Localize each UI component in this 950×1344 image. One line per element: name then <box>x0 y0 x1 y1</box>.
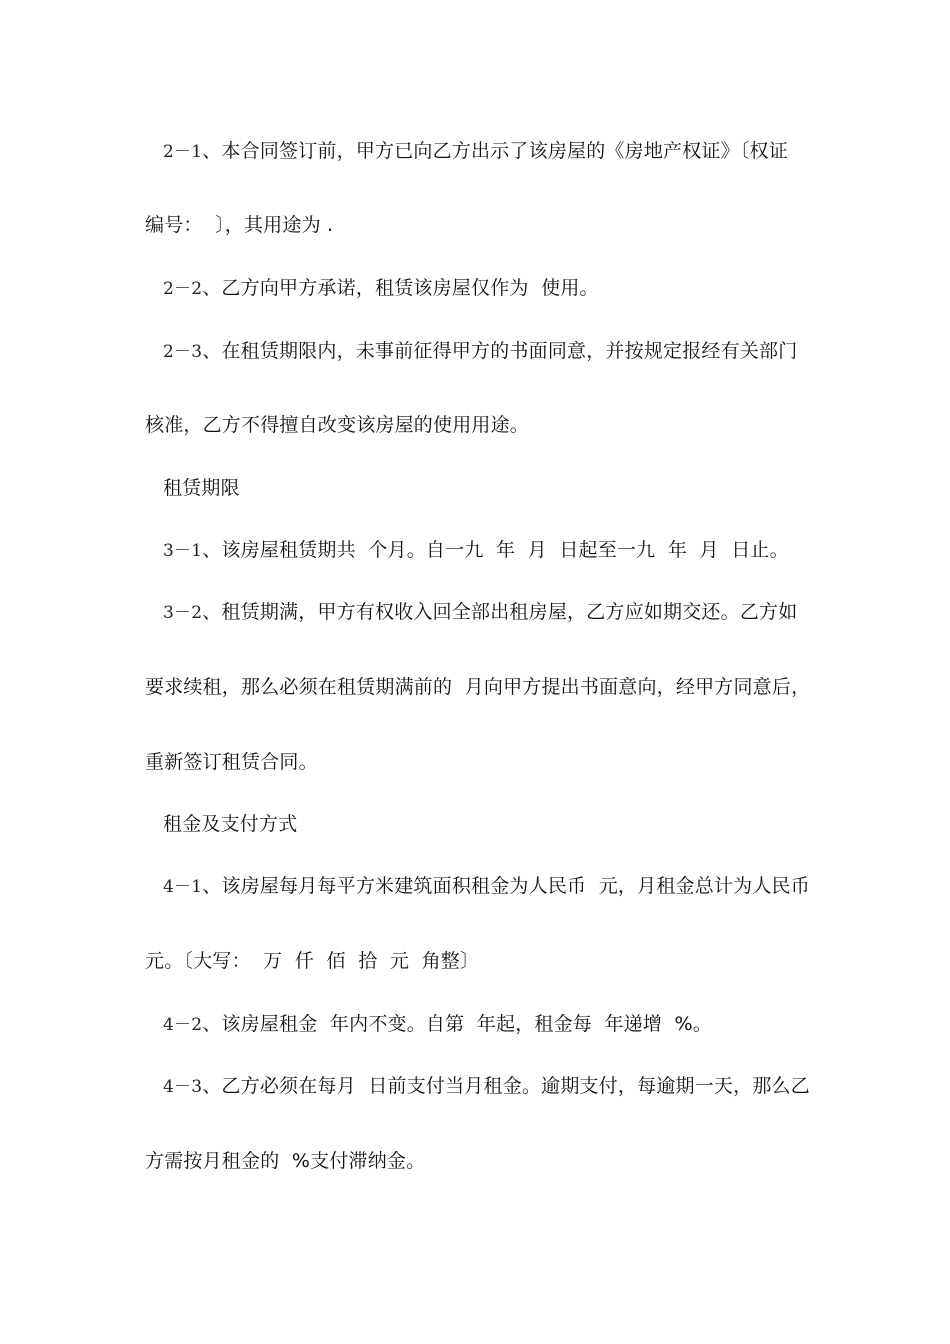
clause-continuation: 重新签订租赁合同。 <box>145 751 318 773</box>
clause-4-1 <box>163 874 810 899</box>
clause-text: 、乙方必须在每月 日前支付当月租金。逾期支付，每逾期一天，那么乙 <box>202 1075 810 1097</box>
clause-number: 3－2 <box>163 603 203 623</box>
clause-continuation: 要求续租，那么必须在租赁期满前的 月向甲方提出书面意向，经甲方同意后， <box>145 676 811 698</box>
clause-number: 2－2 <box>163 279 203 299</box>
clause-number: 4－1 <box>163 877 203 897</box>
clause-number: 3－1 <box>163 541 203 561</box>
clause-text: 、租赁期满，甲方有权收入回全部出租房屋，乙方应如期交还。乙方如 <box>202 601 798 623</box>
clause-number: 2－3 <box>163 342 203 362</box>
clause-text: 、该房屋租金 年内不变。自第 年起，租金每 年递增 %。 <box>202 1013 713 1035</box>
clause-4-3 <box>163 1074 810 1099</box>
clause-number: 4－2 <box>163 1015 203 1035</box>
clause-number: 4－3 <box>163 1077 203 1097</box>
clause-continuation: 核准，乙方不得擅自改变该房屋的使用用途。 <box>145 414 530 436</box>
clause-continuation: 编号： 〕，其用途为 . <box>145 214 334 236</box>
clause-text: 、在租赁期限内，未事前征得甲方的书面同意，并按规定报经有关部门 <box>202 340 798 362</box>
clause-2-3 <box>163 339 797 364</box>
section-heading-lease-term: 租赁期限 <box>163 477 240 499</box>
clause-text: 、该房屋每月每平方米建筑面积租金为人民币 元，月租金总计为人民币 <box>202 875 810 897</box>
clause-text: 、乙方向甲方承诺，租赁该房屋仅作为 使用。 <box>202 277 599 299</box>
section-heading-rent-payment: 租金及支付方式 <box>163 813 298 835</box>
clause-continuation: 元。〔大写： 万 仟 佰 拾 元 角整〕 <box>145 950 480 972</box>
clause-text: 、该房屋租赁期共 个月。自一九 年 月 日起至一九 年 月 日止。 <box>202 539 789 561</box>
clause-2-1 <box>163 139 788 164</box>
clause-number: 2－1 <box>163 142 203 162</box>
clause-text: 、本合同签订前，甲方已向乙方出示了该房屋的《房地产权证》〔权证 <box>202 140 788 162</box>
clause-3-2 <box>163 600 797 625</box>
clause-4-2 <box>163 1012 712 1037</box>
clause-continuation: 方需按月租金的 %支付滞纳金。 <box>145 1150 426 1172</box>
clause-2-2 <box>163 276 599 301</box>
clause-3-1 <box>163 538 789 563</box>
